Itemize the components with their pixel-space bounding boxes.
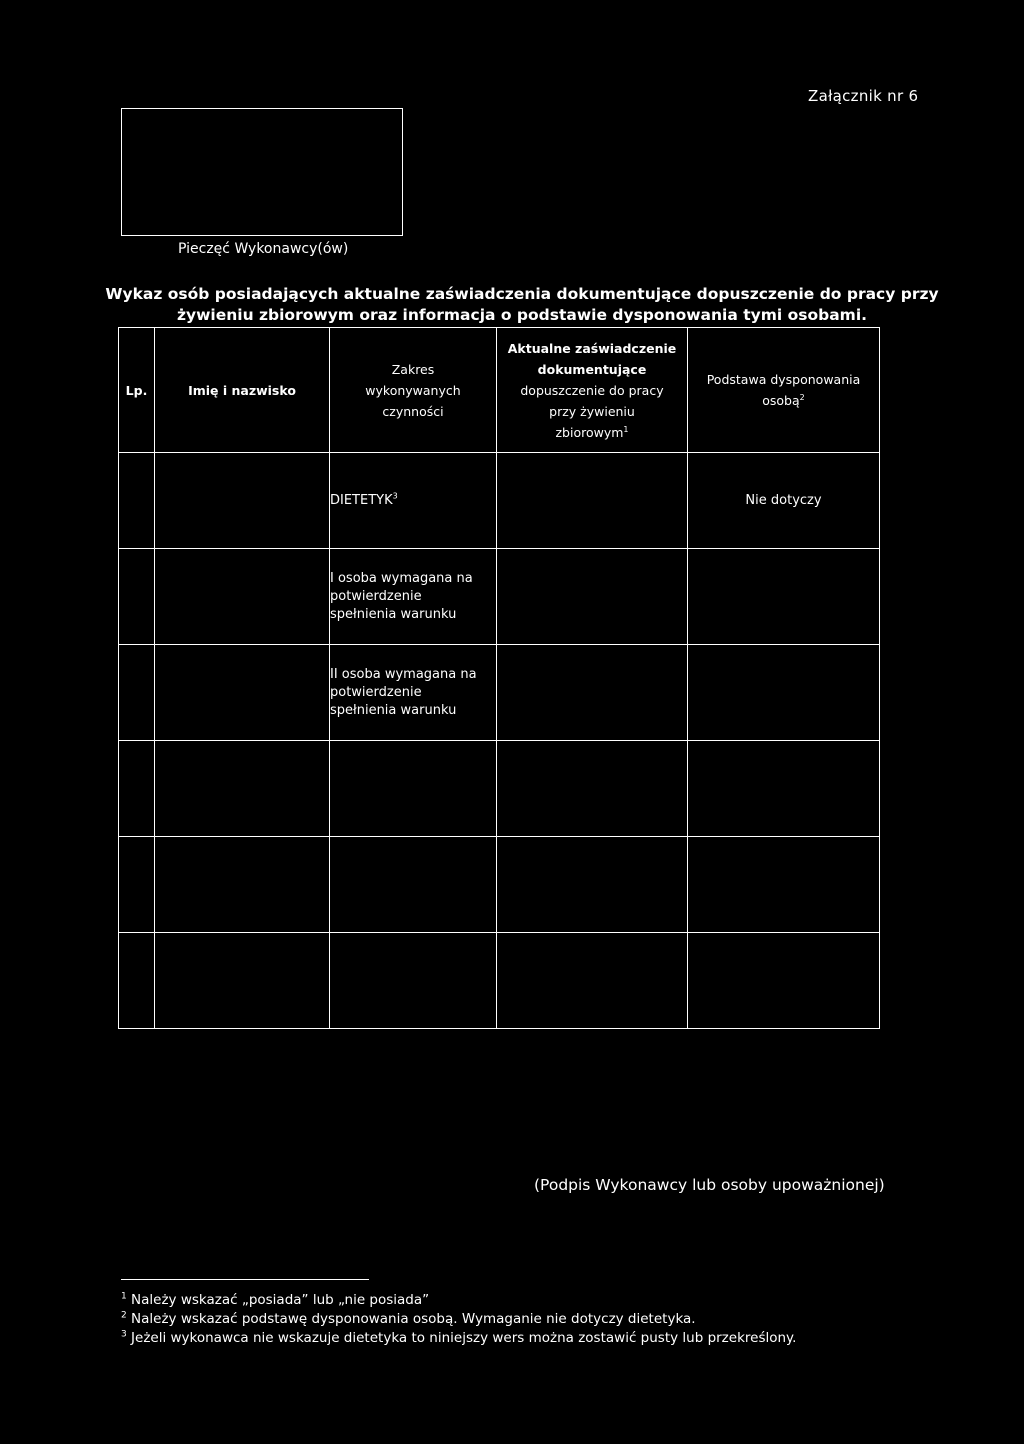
cell-name <box>155 549 330 645</box>
footnote-3 <box>121 1329 796 1348</box>
cell-basis <box>688 837 880 933</box>
footnote-ref: 2 <box>799 392 805 402</box>
header-basis-line <box>688 390 879 411</box>
cell-scope <box>330 645 497 741</box>
scope-line: spełnienia warunku <box>330 702 457 718</box>
header-scope-line: wykonywanych <box>365 382 461 398</box>
header-scope <box>330 328 497 453</box>
table-row <box>119 837 880 933</box>
cell-lp <box>119 453 155 549</box>
scope-line: potwierdzenie <box>330 684 422 700</box>
persons-table <box>118 327 880 1029</box>
table-row <box>119 645 880 741</box>
cell-certificate <box>497 549 688 645</box>
footnotes <box>121 1291 796 1348</box>
scope-text: DIETETYK <box>330 492 393 508</box>
table-row <box>119 741 880 837</box>
footnote-mark: 2 <box>121 1310 127 1321</box>
cell-scope <box>330 741 497 837</box>
cell-name <box>155 453 330 549</box>
header-certificate-text: zbiorowym <box>555 424 624 440</box>
header-certificate-line: dopuszczenie do pracy <box>520 382 664 398</box>
table-header-row <box>119 328 880 453</box>
footnote-text: Należy wskazać podstawę dysponowania osobą. Wymaganie nie dotyczy dietetyka. <box>131 1311 696 1327</box>
cell-basis <box>688 549 880 645</box>
cell-basis: Nie dotyczy <box>688 453 880 549</box>
footnote-ref: 1 <box>623 424 629 434</box>
footnote-divider <box>121 1279 369 1280</box>
cell-name <box>155 741 330 837</box>
header-certificate-line: dokumentujące <box>537 361 647 377</box>
cell-certificate <box>497 741 688 837</box>
footnote-mark: 1 <box>121 1291 127 1302</box>
scope-line: II osoba wymagana na <box>330 666 477 682</box>
header-lp: Lp. <box>119 328 155 453</box>
signature-caption: (Podpis Wykonawcy lub osoby upoważnionej) <box>534 1176 885 1194</box>
cell-lp <box>119 837 155 933</box>
cell-lp <box>119 741 155 837</box>
header-certificate <box>497 328 688 453</box>
cell-name <box>155 933 330 1029</box>
cell-certificate <box>497 645 688 741</box>
header-scope-line: czynności <box>382 403 444 419</box>
header-certificate-line <box>497 422 687 443</box>
header-scope-line: Zakres <box>391 361 435 377</box>
document-title <box>100 284 944 326</box>
header-certificate-line: przy żywieniu <box>549 403 635 419</box>
cell-certificate <box>497 837 688 933</box>
stamp-box <box>121 108 403 236</box>
header-basis-text: osobą <box>762 393 800 408</box>
cell-lp <box>119 549 155 645</box>
annex-label: Załącznik nr 6 <box>808 87 919 105</box>
footnote-2 <box>121 1310 796 1329</box>
footnote-mark: 3 <box>121 1329 127 1340</box>
document-title-line-2: żywieniu zbiorowym oraz informacja o podstawie dysponowania tymi osobami. <box>176 306 868 324</box>
cell-name <box>155 645 330 741</box>
table-row <box>119 453 880 549</box>
header-certificate-line: Aktualne zaświadczenie <box>507 340 677 356</box>
cell-scope <box>330 549 497 645</box>
header-name: Imię i nazwisko <box>155 328 330 453</box>
document-title-line-1: Wykaz osób posiadających aktualne zaświadczenia dokumentujące dopuszczenie do pracy przy <box>105 285 939 303</box>
footnote-text: Należy wskazać „posiada” lub „nie posiada” <box>131 1292 430 1308</box>
footnote-text: Jeżeli wykonawca nie wskazuje dietetyka to niniejszy wers można zostawić pusty lub przekreślony. <box>131 1330 797 1346</box>
cell-lp <box>119 645 155 741</box>
stamp-caption: Pieczęć Wykonawcy(ów) <box>178 241 349 257</box>
cell-basis <box>688 741 880 837</box>
cell-scope <box>330 837 497 933</box>
cell-certificate <box>497 933 688 1029</box>
table-row <box>119 549 880 645</box>
cell-name <box>155 837 330 933</box>
footnote-ref: 3 <box>392 491 398 501</box>
cell-scope <box>330 453 497 549</box>
cell-scope <box>330 933 497 1029</box>
cell-lp <box>119 933 155 1029</box>
table-row <box>119 933 880 1029</box>
cell-basis <box>688 645 880 741</box>
footnote-1 <box>121 1291 796 1310</box>
scope-line: I osoba wymagana na <box>330 570 473 586</box>
header-basis-line: Podstawa dysponowania <box>706 372 861 387</box>
scope-line: potwierdzenie <box>330 588 422 604</box>
scope-line: spełnienia warunku <box>330 606 457 622</box>
header-basis <box>688 328 880 453</box>
cell-certificate <box>497 453 688 549</box>
cell-basis <box>688 933 880 1029</box>
